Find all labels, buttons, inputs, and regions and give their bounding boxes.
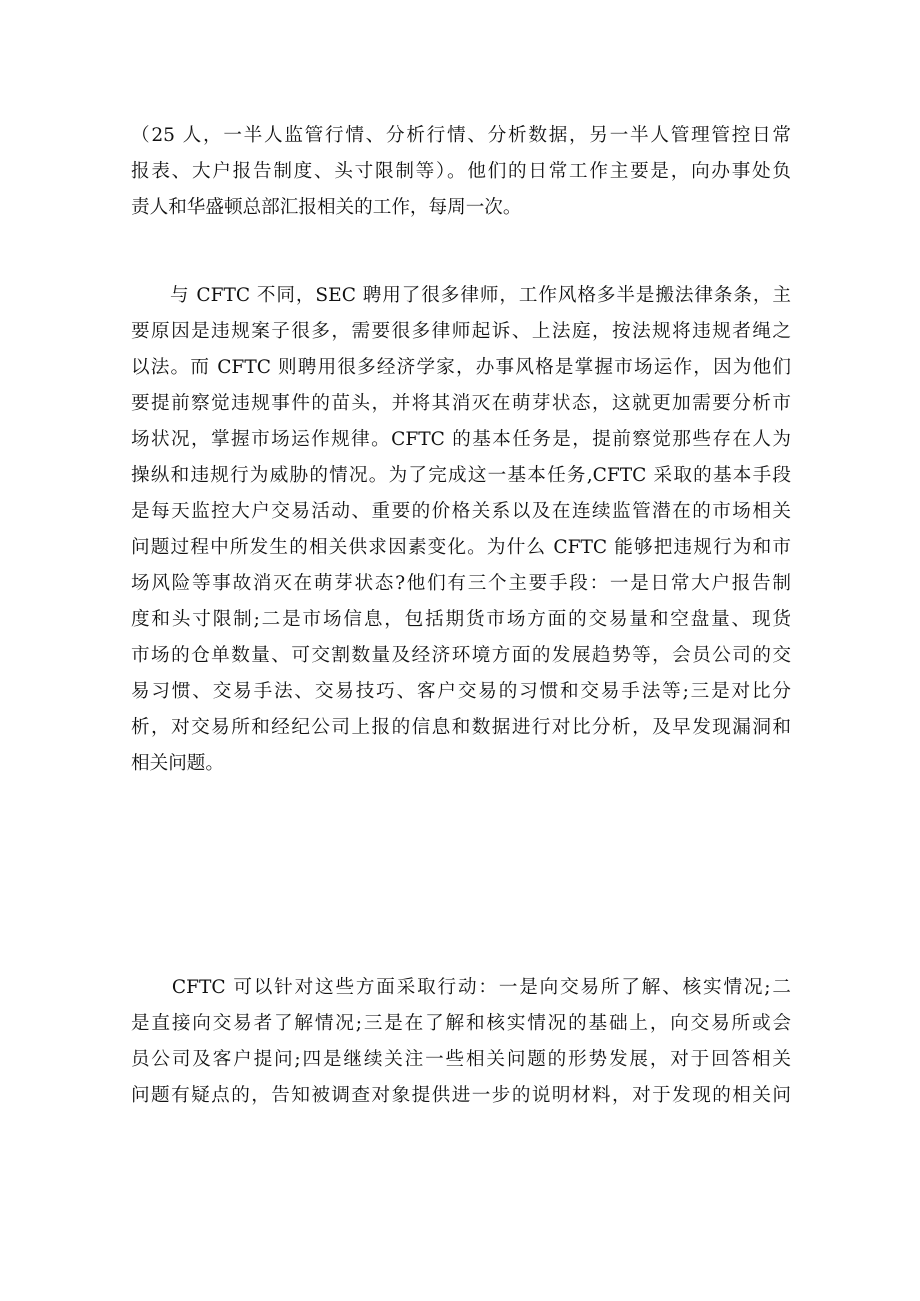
text-line: 场风险等事故消灭在萌芽状态?他们有三个主要手段：一是日常大户报告制 — [131, 573, 791, 594]
text-line: 要原因是违规案子很多，需要很多律师起诉、上法庭，按法规将违规者绳之 — [131, 321, 791, 342]
text-line: 操纵和违规行为威胁的情况。为了完成这一基本任务,CFTC 采取的基本手段 — [131, 465, 791, 486]
text-line: 相关问题。 — [131, 753, 224, 774]
paragraph-cftc-vs-sec — [131, 278, 791, 782]
text-line: 是每天监控大户交易活动、重要的价格关系以及在连续监管潜在的市场相关 — [131, 501, 791, 522]
text-line: 析，对交易所和经纪公司上报的信息和数据进行对比分析，及早发现漏洞和 — [131, 717, 791, 738]
paragraph-cftc-actions — [131, 970, 791, 1114]
text-line: 问题过程中所发生的相关供求因素变化。为什么 CFTC 能够把违规行为和市 — [131, 537, 791, 558]
text-line: 责人和华盛顿总部汇报相关的工作，每周一次。 — [131, 197, 522, 218]
text-line: 市场的仓单数量、可交割数量及经济环境方面的发展趋势等，会员公司的交 — [131, 645, 791, 666]
text-line: 报表、大户报告制度、头寸限制等）。他们的日常工作主要是，向办事处负 — [131, 161, 791, 182]
text-line: CFTC 可以针对这些方面采取行动：一是向交易所了解、核实情况;二 — [131, 977, 791, 998]
text-line: 度和头寸限制;二是市场信息，包括期货市场方面的交易量和空盘量、现货 — [131, 609, 791, 630]
text-line: 问题有疑点的，告知被调查对象提供进一步的说明材料，对于发现的相关问 — [131, 1085, 791, 1106]
paragraph-staffing-duties — [131, 118, 791, 226]
text-line: 易习惯、交易手法、交易技巧、客户交易的习惯和交易手法等;三是对比分 — [131, 681, 791, 702]
text-line: 是直接向交易者了解情况;三是在了解和核实情况的基础上，向交易所或会 — [131, 1013, 791, 1034]
text-line: （25 人，一半人监管行情、分析行情、分析数据，另一半人管理管控日常 — [131, 125, 791, 146]
text-line: 以法。而 CFTC 则聘用很多经济学家，办事风格是掌握市场运作，因为他们 — [131, 357, 791, 378]
text-line: 要提前察觉违规事件的苗头，并将其消灭在萌芽状态，这就更加需要分析市 — [131, 393, 791, 414]
text-line: 场状况，掌握市场运作规律。CFTC 的基本任务是，提前察觉那些存在人为 — [131, 429, 791, 450]
text-line: 员公司及客户提问;四是继续关注一些相关问题的形势发展，对于回答相关 — [131, 1049, 791, 1070]
text-line: 与 CFTC 不同，SEC 聘用了很多律师，工作风格多半是搬法律条条，主 — [131, 285, 791, 306]
